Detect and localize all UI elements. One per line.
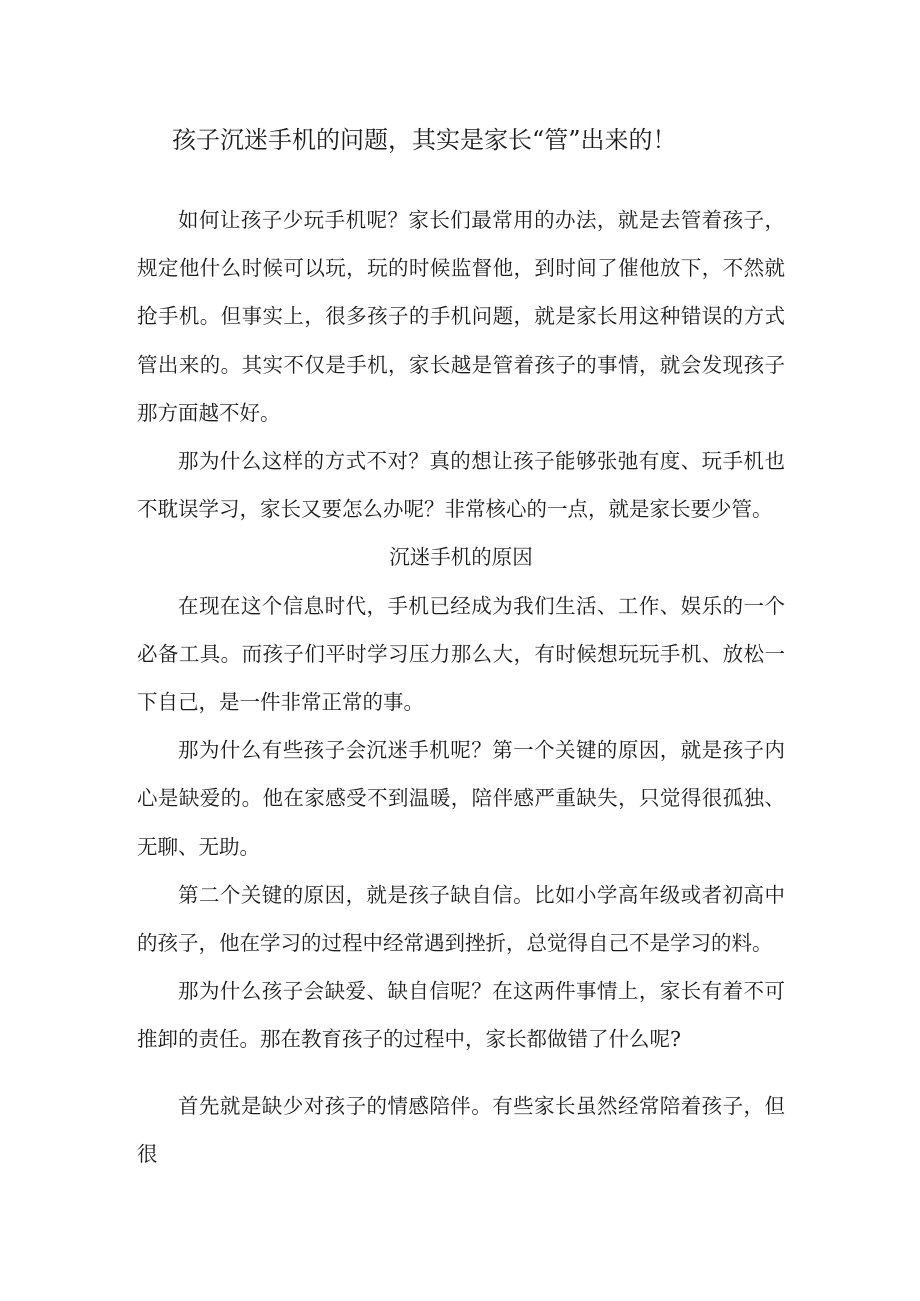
document-body xyxy=(137,196,785,1178)
paragraph-section-1: 在现在这个信息时代，手机已经成为我们生活、工作、娱乐的一个必备工具。而孩子们平时学习压力那么大，有时候想玩玩手机、放松一下自己，是一件非常正常的事。 xyxy=(137,593,785,715)
paragraph-intro-1: 如何让孩子少玩手机呢？家长们最常用的办法，就是去管着孩子，规定他什么时候可以玩，玩的时候监督他，到时间了催他放下，不然就抢手机。但事实上，很多孩子的手机问题，就是家长用这种错误的方式管出来的。其实不仅是手机，家长越是管着孩子的事情，就会发现孩子那方面越不好。 xyxy=(137,208,785,425)
paragraph-section-2: 那为什么有些孩子会沉迷手机呢？第一个关键的原因，就是孩子内心是缺爱的。他在家感受不到温暖，陪伴感严重缺失，只觉得很孤独、无聊、无助。 xyxy=(137,738,785,859)
section-heading: 沉迷手机的原因 xyxy=(389,545,533,570)
paragraph-section-4: 那为什么孩子会缺爱、缺自信呢？在这两件事情上，家长有着不可推卸的责任。那在教育孩子的过程中，家长都做错了什么呢? xyxy=(137,979,785,1052)
paragraph-intro-2: 那为什么这样的方式不对？真的想让孩子能够张弛有度、玩手机也不耽误学习，家长又要怎么办呢？非常核心的一点，就是家长要少管。 xyxy=(137,449,785,522)
document-title: 孩子沉迷手机的问题，其实是家长“管”出来的！ xyxy=(172,126,677,154)
paragraph-section-3: 第二个关键的原因，就是孩子缺自信。比如小学高年级或者初高中的孩子，他在学习的过程中经常遇到挫折，总觉得自己不是学习的料。 xyxy=(137,882,785,956)
paragraph-section-5: 首先就是缺少对孩子的情感陪伴。有些家长虽然经常陪着孩子，但很 xyxy=(137,1093,785,1166)
